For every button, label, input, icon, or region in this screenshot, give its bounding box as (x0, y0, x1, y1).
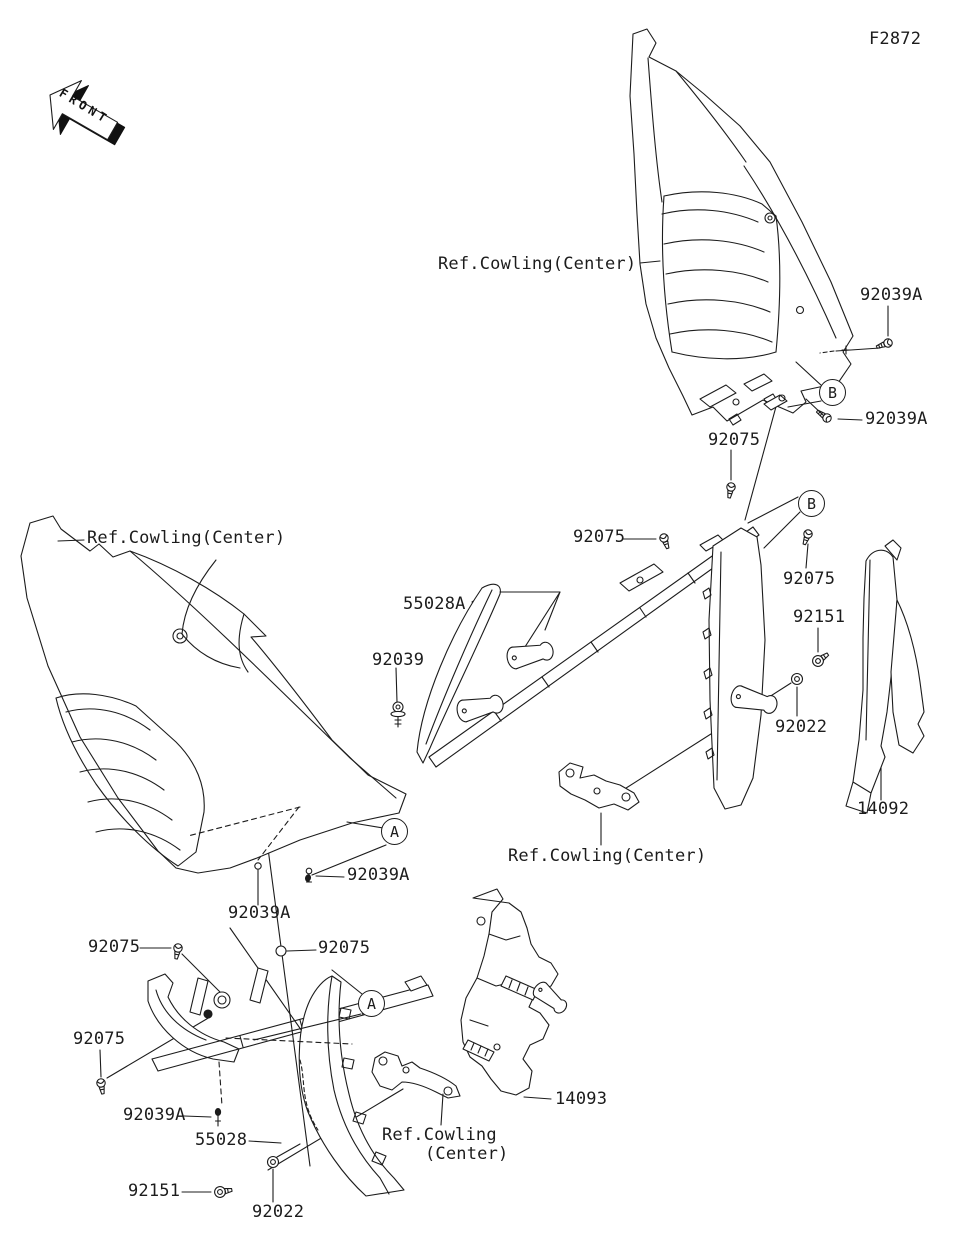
screw-92039a-top (875, 338, 893, 351)
part-stay-14093-drawing (461, 889, 570, 1095)
part-link-bracket-drawing (372, 1052, 460, 1098)
part-cowling-panel-right-drawing (703, 528, 765, 809)
detail-marker-b-1 (819, 379, 846, 406)
rivet-92039a-A (305, 874, 311, 881)
front-arrow-label: FRONT (56, 86, 113, 127)
part-bracket-center-drawing (559, 763, 639, 810)
part-label-92039a-1: 92039A (860, 285, 923, 305)
screw-92151-right (810, 650, 830, 669)
detail-marker-b-2 (798, 490, 825, 517)
detail-marker-a-2 (358, 990, 385, 1017)
part-label-92022-2: 92022 (252, 1202, 305, 1222)
part-cowling-center-top-drawing (630, 29, 853, 425)
part-label-92075-1: 92075 (708, 430, 761, 450)
marker-circle-92075 (276, 946, 286, 956)
part-label-92039a-5: 92039A (123, 1105, 186, 1125)
part-label-92075-4: 92075 (318, 938, 371, 958)
screw-92075-top (725, 482, 736, 498)
part-label-ref-cowling-bottom-line1: Ref.Cowling (382, 1125, 497, 1145)
part-label-55028: 55028 (195, 1130, 248, 1150)
part-label-14092: 14092 (857, 799, 910, 819)
part-label-55028a: 55028A (403, 594, 466, 614)
screw-92039-mid (391, 702, 405, 727)
detail-marker-a-1 (381, 818, 408, 845)
screw-92075-mid-right (800, 529, 813, 546)
detail-marker-a-2-letter: A (366, 994, 377, 1013)
washer-92022-bottom (268, 1157, 279, 1168)
part-label-92075-2: 92075 (573, 527, 626, 547)
screw-92075-mid-left (659, 533, 672, 550)
detail-marker-b-2-letter: B (806, 494, 817, 513)
detail-marker-a-1-letter: A (389, 822, 400, 841)
screw-92151-bottom (214, 1185, 233, 1199)
part-label-92075-6: 92075 (73, 1029, 126, 1049)
part-label-ref-cowling-top: Ref.Cowling(Center) (438, 254, 637, 274)
part-stay-14092-drawing (846, 540, 924, 813)
part-label-92151-1: 92151 (793, 607, 846, 627)
part-label-92075-5: 92075 (88, 937, 141, 957)
rivet-92039a-5 (215, 1109, 220, 1126)
part-label-92151-2: 92151 (128, 1181, 181, 1201)
part-label-ref-cowling-bottom-line2: (Center) (425, 1144, 509, 1164)
part-label-92022-1: 92022 (775, 717, 828, 737)
screw-92075-lower-left (96, 1078, 107, 1094)
part-label-92039a-4: 92039A (228, 903, 291, 923)
detail-marker-b-1-letter: B (827, 383, 838, 402)
washer-92022-right (792, 674, 803, 685)
marker-circle-92039a-4 (255, 863, 261, 869)
drawing-code: F2872 (869, 29, 922, 49)
part-label-ref-cowling-mid: Ref.Cowling(Center) (508, 846, 707, 866)
screw-92039a-2 (815, 408, 833, 424)
part-cowling-center-left-drawing (21, 516, 406, 873)
damper-cylinder (455, 692, 505, 723)
part-label-92039a-2: 92039A (865, 409, 928, 429)
part-label-14093: 14093 (555, 1089, 608, 1109)
part-label-92039a-3: 92039A (347, 865, 410, 885)
screw-92075-lower-top (172, 943, 183, 959)
part-label-92075-3: 92075 (783, 569, 836, 589)
damper-cylinder (505, 639, 555, 670)
part-label-ref-cowling-left: Ref.Cowling(Center) (87, 528, 286, 548)
part-label-92039: 92039 (372, 650, 425, 670)
